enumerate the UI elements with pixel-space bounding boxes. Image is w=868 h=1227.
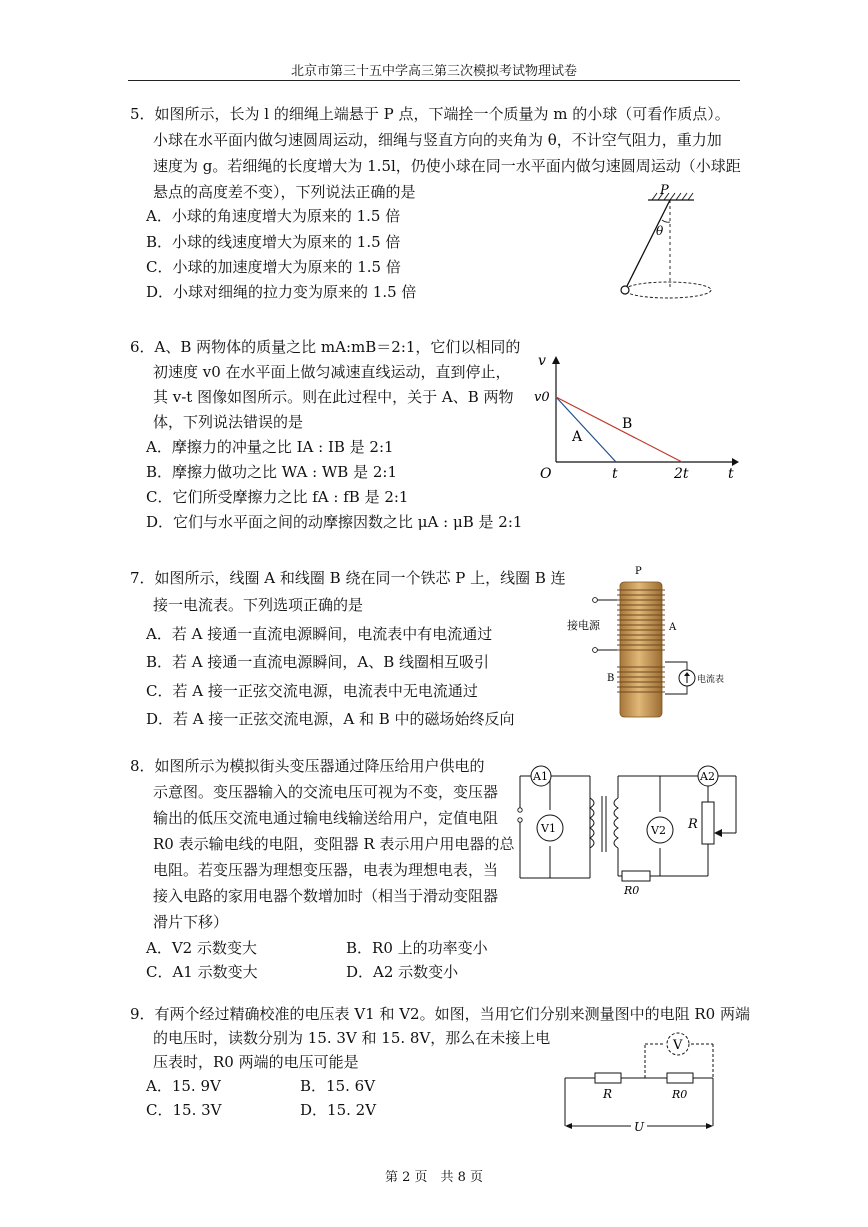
q6-origin: O xyxy=(540,466,552,482)
q5-stem-line-1: 5．如图所示，长为 l 的细绳上端悬于 P 点，下端拴一个质量为 m 的小球（可看作质点）。 xyxy=(130,105,730,123)
q7-coil-figure xyxy=(565,562,740,722)
q8-stem-line-5: 电阻。若变压器为理想变压器，电表为理想电表，当 xyxy=(153,861,499,879)
q5-stem-line-2: 小球在水平面内做匀速圆周运动，细绳与竖直方向的夹角为 θ，不计空气阻力，重力加 xyxy=(153,131,722,149)
q6-vt-graph xyxy=(528,350,740,485)
q5-option-b: B．小球的线速度增大为原来的 1.5 倍 xyxy=(146,233,401,251)
q5-stem-line-4: 悬点的高度差不变），下列说法正确的是 xyxy=(153,183,416,201)
q5-label-p: P xyxy=(660,183,669,198)
q8-stem-line-3: 输出的低压交流电通过输电线输送给用户，定值电阻 xyxy=(153,809,499,827)
q7-label-a: A xyxy=(669,622,677,633)
q7-stem-line-2: 接一电流表。下列选项正确的是 xyxy=(153,596,364,614)
q9-label-v: V xyxy=(673,1038,683,1053)
q8-stem-line-6: 接入电路的家用电器个数增加时（相当于滑动变阻器 xyxy=(153,887,499,905)
q7-label-b: B xyxy=(607,673,615,684)
q7-label-p: P xyxy=(635,566,642,577)
q6-stem-line-2: 初速度 v0 在水平面上做匀减速直线运动，直到停止， xyxy=(153,363,511,381)
q6-option-d: D．它们与水平面之间的动摩擦因数之比 μA : μB 是 2:1 xyxy=(146,513,523,531)
q6-tick-2t: 2t xyxy=(674,466,689,482)
q6-stem-line-3: 其 v-t 图像如图所示。则在此过程中，关于 A、B 两物 xyxy=(153,388,514,406)
page-footer: 第 2 页 共 8 页 xyxy=(384,1170,484,1185)
q7-label-meter: 电流表 xyxy=(697,675,725,685)
q9-option-a: A．15. 9V xyxy=(146,1077,221,1095)
q6-tick-t: t xyxy=(612,466,618,482)
q8-label-r0: R0 xyxy=(624,884,640,897)
q9-label-r0: R0 xyxy=(672,1088,688,1101)
q6-label-a: A xyxy=(572,429,583,445)
q7-stem-line-1: 7．如图所示，线圈 A 和线圈 B 绕在同一个铁芯 P 上，线圈 B 连 xyxy=(130,569,566,587)
q9-resistor-r0 xyxy=(667,1073,693,1083)
q8-label-r: R xyxy=(688,817,698,832)
q9-circuit-figure xyxy=(555,1030,730,1138)
q6-v0-label: v0 xyxy=(534,390,550,405)
q8-label-v2: V2 xyxy=(651,824,666,837)
q8-stem-line-2: 示意图。变压器输入的交流电压可视为不变，变压器 xyxy=(153,783,499,801)
q6-option-c: C．它们所受摩擦力之比 fA : fB 是 2:1 xyxy=(146,488,409,506)
q6-option-a: A．摩擦力的冲量之比 IA : IB 是 2:1 xyxy=(146,438,394,456)
q6-label-b: B xyxy=(622,416,633,432)
q8-transformer-circuit xyxy=(510,758,740,898)
q7-label-power: 接电源 xyxy=(567,619,600,632)
page-header: 北京市第三十五中学高三第三次模拟考试物理试卷 xyxy=(290,64,577,79)
q9-stem-line-3: 压表时，R0 两端的电压可能是 xyxy=(153,1053,359,1071)
q9-option-c: C．15. 3V xyxy=(146,1101,222,1119)
q8-resistor-r0 xyxy=(622,871,650,881)
q8-label-v1: V1 xyxy=(541,822,556,835)
q6-axis-t: t xyxy=(728,466,734,482)
q9-resistor-r xyxy=(595,1073,621,1083)
q9-stem-line-1: 9．有两个经过精确校准的电压表 V1 和 V2。如图，当用它们分别来测量图中的电阻 R0 两端 xyxy=(130,1005,750,1023)
q8-label-a2: A2 xyxy=(700,770,715,783)
q7-option-d: D．若 A 接一正弦交流电源，A 和 B 中的磁场始终反向 xyxy=(146,710,515,728)
q5-pendulum-figure xyxy=(608,180,720,304)
q9-option-b: B．15. 6V xyxy=(300,1077,376,1095)
q8-option-b: B．R0 上的功率变小 xyxy=(346,939,488,957)
q9-label-u: U xyxy=(634,1120,645,1134)
q8-stem-line-4: R0 表示输电线的电阻，变阻器 R 表示用户用电器的总 xyxy=(153,835,515,853)
q8-stem-line-7: 滑片下移） xyxy=(153,913,229,931)
q6-stem-line-4: 体，下列说法错误的是 xyxy=(153,413,304,431)
q8-stem-line-1: 8．如图所示为模拟街头变压器通过降压给用户供电的 xyxy=(130,757,485,775)
q5-option-d: D．小球对细绳的拉力变为原来的 1.5 倍 xyxy=(146,283,417,301)
q8-option-c: C．A1 示数变大 xyxy=(146,963,258,981)
q5-option-a: A．小球的角速度增大为原来的 1.5 倍 xyxy=(146,207,401,225)
q7-option-a: A．若 A 接通一直流电源瞬间，电流表中有电流通过 xyxy=(146,625,493,643)
q9-option-d: D．15. 2V xyxy=(300,1101,377,1119)
q7-option-b: B．若 A 接通一直流电源瞬间，A、B 线圈相互吸引 xyxy=(146,653,490,671)
q9-label-r: R xyxy=(603,1087,613,1101)
q9-stem-line-2: 的电压时，读数分别为 15. 3V 和 15. 8V，那么在未接上电 xyxy=(153,1029,551,1047)
q5-stem-line-3: 速度为 g。若细绳的长度增大为 1.5l，仍使小球在同一水平面内做匀速圆周运动（小球距 xyxy=(153,157,741,175)
q6-option-b: B．摩擦力做功之比 WA : WB 是 2:1 xyxy=(146,463,398,481)
q8-rheostat-r xyxy=(702,802,714,844)
q6-axis-v: v xyxy=(538,353,546,369)
q5-label-theta: θ xyxy=(656,224,664,238)
q8-label-a1: A1 xyxy=(533,770,548,783)
q5-ball xyxy=(621,286,629,294)
q5-option-c: C．小球的加速度增大为原来的 1.5 倍 xyxy=(146,258,401,276)
header-rule xyxy=(128,80,740,81)
q6-line-a xyxy=(556,397,616,462)
q7-option-c: C．若 A 接一正弦交流电源，电流表中无电流通过 xyxy=(146,682,478,700)
q8-option-a: A．V2 示数变大 xyxy=(146,939,257,957)
q8-option-d: D．A2 示数变小 xyxy=(346,963,459,981)
q6-stem-line-1: 6．A、B 两物体的质量之比 mA:mB＝2:1，它们以相同的 xyxy=(130,338,521,356)
